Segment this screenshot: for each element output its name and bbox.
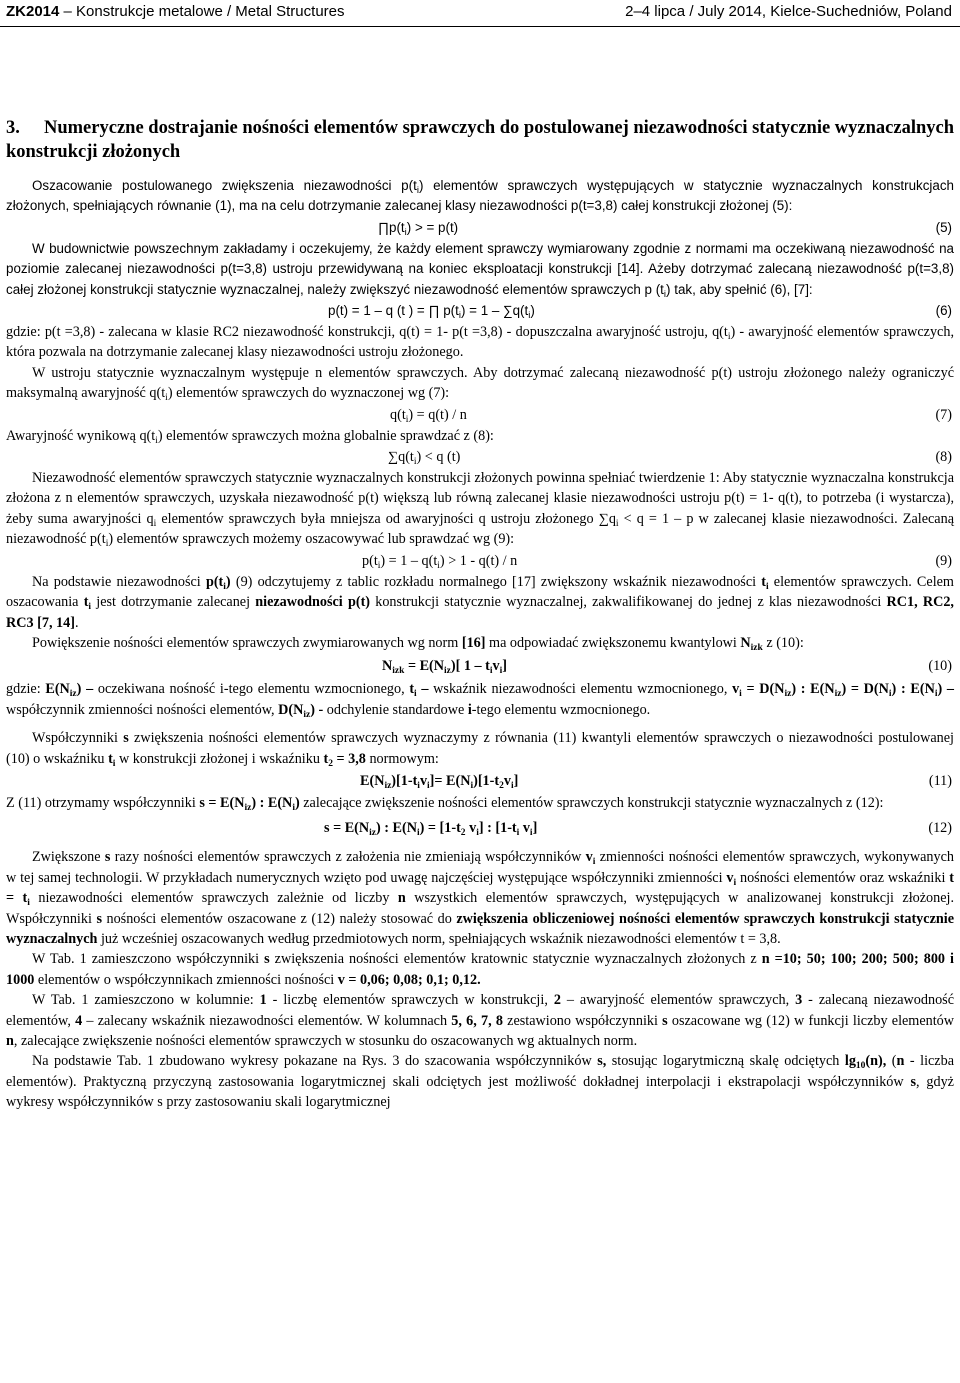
paragraph: Na podstawie Tab. 1 zbudowano wykresy pokazane na Rys. 3 do szacowania współczynników s, stosując logarytmiczną skalę odciętych $\lg_{10}(n)$, (n - liczba elementów). Praktyczną przyczyną zastosowania logarytmicznej skali odciętych jest możliwość dokładnej interpolacji i ekstrapolacji współczynników s, gdyż wykresy współczynników s przy zastosowaniu skali logarytmicznej	[6, 1053, 954, 1111]
conference-title: – Konstrukcje metalowe / Metal Structures	[59, 3, 345, 20]
paragraph: W Tab. 1 zamieszczono współczynniki s zwiększenia nośności elementów kratownic statycznie wyznaczalnych złożonych z n =10; 50; 100; 200; 500; 800 i 1000 elementów o współczynnikach zmienności nośności v = 0,06; 0,08; 0,1; 0,12.	[6, 951, 954, 988]
equation-7: $q(t_i) = q(t) / n$ (7)	[6, 404, 954, 426]
equation-8: $\sum q(t_i) < q$ (t) (8)	[6, 446, 954, 468]
equation-number: (9)	[935, 552, 952, 569]
paragraph: Współczynniki s zwiększenia nośności elementów sprawczych wyznaczymy z równania (11) kwantyli elementów sprawczych o niezawodności postulowanej (10) o wskaźniku $t_i$ w konstrukcji złożonej i wskaźniku $t_2 = 3,8$ normowym:	[6, 730, 954, 769]
page-body	[6, 116, 954, 1113]
paragraph: Z (11) otrzymamy współczynniki $s = E(N_{iz})$ : $E(N_i)$ zalecające zwiększenie nośności elementów sprawczych konstrukcji statycznie wyznaczalnych z (12):	[6, 794, 884, 813]
paragraph: Zwiększone s razy nośności elementów sprawczych z założenia nie zmieniają współczynników $v_i$ zmienności nośności elementów sprawczych, wykonywanych w tej samej technologii. W przykładach numerycznych wzięto pod uwagę najczęściej występujące współczynniki zmienności $v_i$ nośności elementów oraz wskaźniki $t = t_i$ niezawodności elementów sprawczych zależnie od liczby n wszystkich elementów sprawczych, występujących w analizowanej konstrukcji złożonej. Współczynniki s nośności elementów oszacowane z (12) należy stosować do zwiększenia obliczeniowej nośności elementów sprawczych konstrukcji statycznie wyznaczalnych już wcześniej oszacowanych według przedmiotowych norm, spełniających wskaźnik niezawodności elementów t = 3,8.	[6, 849, 955, 947]
header-left	[6, 0, 345, 24]
equation-10: $N_{izk} = E(N_{iz})$[ $1 - t_iv_i$] (10)	[6, 653, 954, 679]
equation-number: (10)	[928, 658, 952, 675]
paragraph: gdzie: p(t =3,8) - zalecana w klasie RC2 niezawodność konstrukcji, q(t) = 1- p(t =3,8) - dopuszczalna awaryjność ustroju, $q(t_i)$ - awaryjność elementów sprawczych, która pozwala na dotrzymanie zalecanej klasy niezawodności ustroju złożonego.	[6, 324, 954, 361]
paragraph: Powiększenie nośności elementów sprawczych zwymiarowanych wg norm [16] ma odpowiadać zwiększonemu kwantylowi $N_{izk}$ z (10):	[32, 634, 804, 653]
conference-acronym: ZK2014	[6, 3, 60, 20]
paragraph: W budownictwie powszechnym zakładamy i oczekujemy, że każdy element sprawczy wymiarowany zgodnie z normami ma oczekiwaną niezawodność na poziomie zalecanej niezawodności p(t=3,8) ustroju przewidywaną na koniec eksploatacji konstrukcji [14]. Ażeby dotrzymać zalecaną niezawodność p(t=3,8) całej złożonej konstrukcji statycznie wyznaczalnej, należy zwiększyć niezawodność elementów sprawczych p $(t_i)$ tak, aby spełnić (6), [7]:	[6, 240, 954, 300]
paragraph: gdzie: $E(N_{iz})$ – oczekiwana nośność i-tego elementu wzmocnionego, $t_i$ – wskaźnik niezawodności elementu wzmocnionego, $v_i = D(N_{iz})$ : $E(N_{iz}) = D(N_i)$ : $E(N_i)$ – współczynnik zmienności nośności elementów, $D(N_{iz})$ - odchylenie standardowe i-tego elementu wzmocnionego.	[6, 681, 954, 720]
equation-number: (11)	[928, 772, 952, 789]
header-date: 2–4 lipca / July 2014, Kielce-Suchedniów, Poland	[625, 3, 952, 20]
paragraph: Awaryjność wynikową $q(t_i)$ elementów sprawczych można globalnie sprawdzać z (8):	[6, 427, 494, 446]
equation-number: (7)	[935, 406, 952, 423]
equation-number: (8)	[935, 449, 952, 466]
section-heading	[6, 116, 954, 164]
equation-number: (12)	[928, 820, 952, 837]
paragraph: Na podstawie niezawodności $p(t_i)$ (9) odczytujemy z tablic rozkładu normalnego [17] zwiększony wskaźnik niezawodności $t_i$ elementów sprawczych. Celem oszacowania $t_i$ jest dotrzymanie zalecanej niezawodności p(t) konstrukcji statycznie wyznaczalnej, zakwalifikowanej do jednej z klas niezawodności RC1, RC2, RC3 [7, 14].	[6, 573, 954, 631]
paragraph: W ustroju statycznie wyznaczalnym występuje n elementów sprawczych. Aby dotrzymać zalecaną niezawodność p(t) ustroju złożonego należy ograniczyć maksymalną awaryjność $q(t_i)$ elementów sprawczych do wyznaczonej wg (7):	[6, 364, 954, 404]
equation-5: $\prod p(t_i)$ > = p(t) (5)	[6, 217, 954, 239]
section-number: 3.	[6, 118, 20, 138]
section-title: Numeryczne dostrajanie nośności elementów sprawczych do postulowanej niezawodności statycznie wyznaczalnych konstrukcji złożonych	[6, 118, 955, 162]
equation-9: $p(t_i) = 1 - q(t_i) > 1 - q(t) / n$ (9)	[6, 550, 954, 572]
running-header	[0, 0, 960, 27]
paragraph: Oszacowanie postulowanego zwiększenia niezawodności $p(t_i)$ elementów sprawczych występujących w statycznie wyznaczalnych konstrukcjach złożonych, spełniających równanie (1), ma na celu dotrzymanie zalecanej klasy niezawodności p(t=3,8) całej konstrukcji złożonej (5):	[6, 178, 954, 214]
paragraph: W Tab. 1 zamieszczono w kolumnie: 1 - liczbę elementów sprawczych w konstrukcji, 2 – awaryjność elementów sprawczych, 3 - zalecaną niezawodność elementów, 4 – zalecany wskaźnik niezawodności elementów. W kolumnach 5, 6, 7, 8 zestawiono współczynniki s oszacowane wg (12) w funkcji liczby elementów n, zalecające zwiększenie nośności elementów sprawczych w stosunku do oszacowanych wg aktualnych norm.	[6, 992, 955, 1049]
equation-6: p(t) = 1 – q (t ) = ∏ $p(t_i) = 1 - \sum q(t_i)$ (6)	[6, 300, 954, 322]
paragraph: Niezawodność elementów sprawczych statycznie wyznaczalnych konstrukcji złożonych powinna spełniać twierdzenie 1: Aby statycznie wyznaczalna konstrukcja złożona z n elementów sprawczych, uzyskała niezawodność p(t) większą lub równą zalecanej klasie niezawodności ustroju p(t) = 1- q(t), to potrzeba (i wystarcza), żeby suma awaryjności $q_i$ elementów sprawczych była mniejsza od awaryjności q ustroju złożonego $\sum q_i < q = 1 - p$ w zalecanej klasie niezawodności. Zalecaną niezawodność $p(t_i)$ elementów sprawczych możemy oszacowywać lub sprawdzać wg (9):	[6, 470, 954, 550]
equation-number: (5)	[935, 219, 952, 235]
equation-11: $E(N_{iz})[1-t_iv_i]= E(N_i)[1-t_2v_i]$ (11)	[6, 769, 954, 793]
equation-number: (6)	[935, 303, 952, 319]
equation-12: $s = E(N_{iz})$ : $E(N_i) = [1-t_2$ $v_i$] : [$1-t_i$ $v_i$] (12)	[6, 813, 954, 843]
